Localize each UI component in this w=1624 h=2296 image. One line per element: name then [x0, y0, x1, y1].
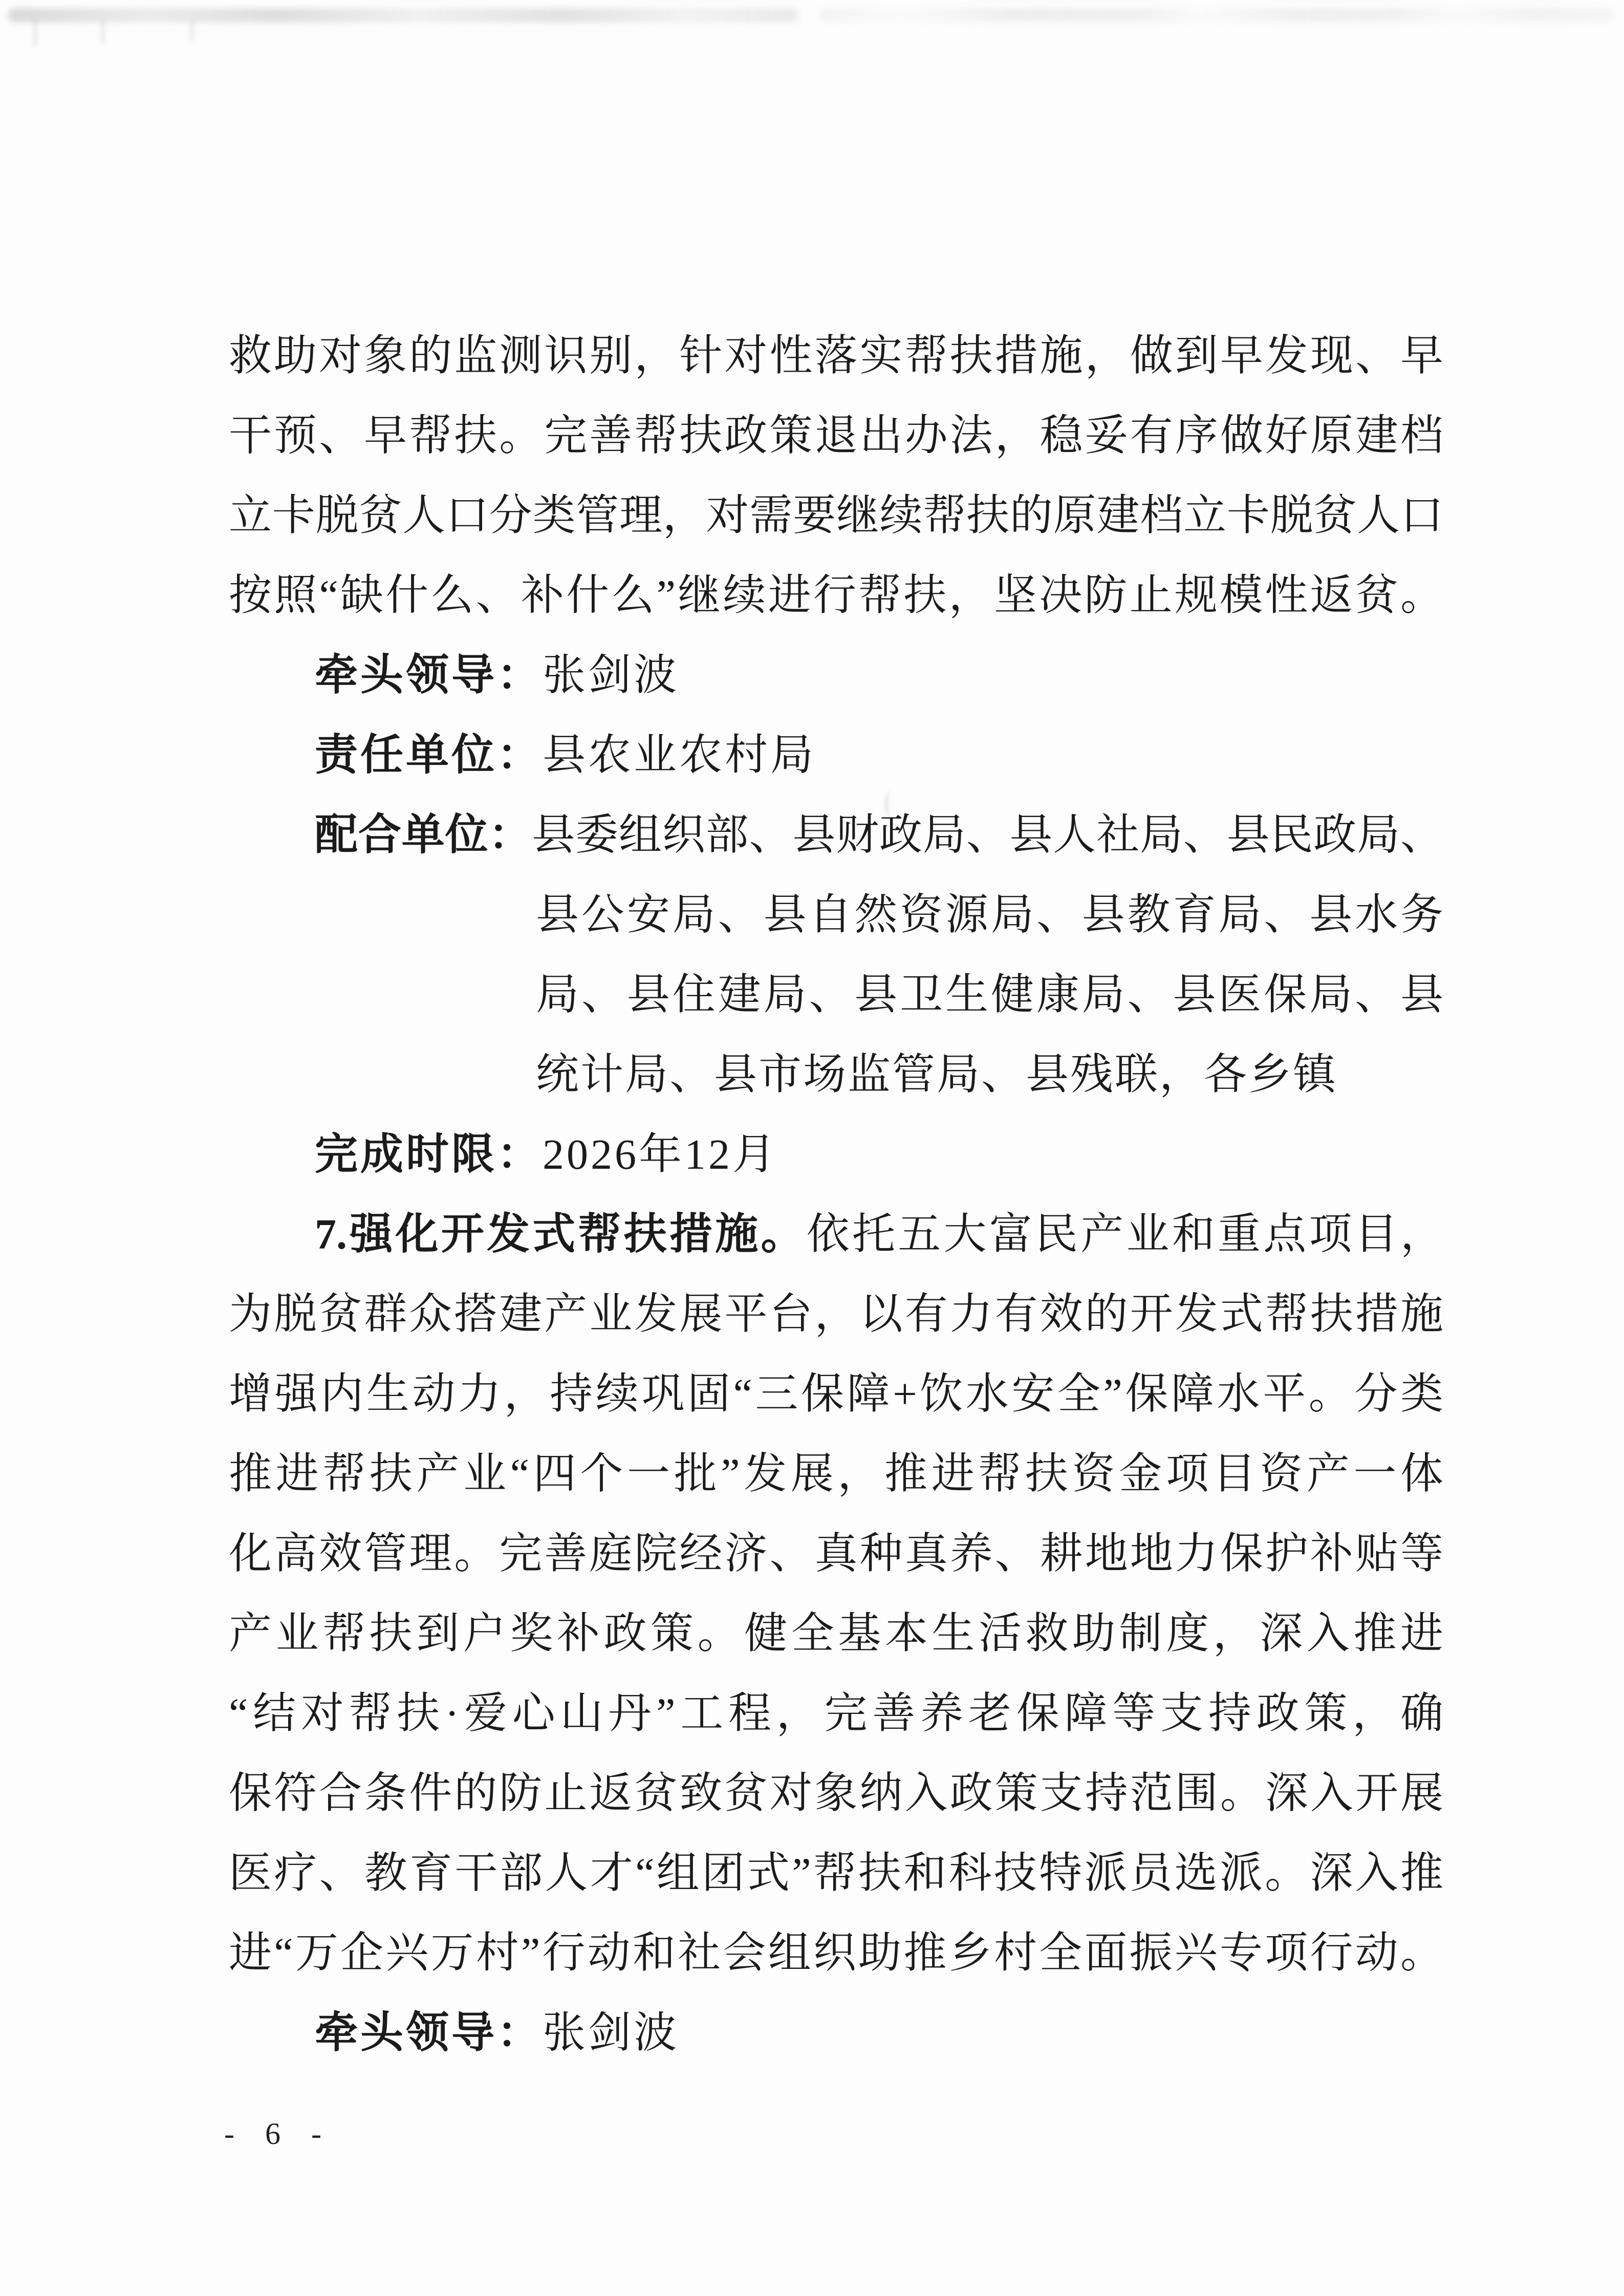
text-line — [229, 396, 1443, 476]
text-run: 2026年12月 — [543, 1131, 778, 1178]
text-run: 增强内生动力，持续巩固“三保障+饮水安全”保障水平。分类 — [229, 1370, 1443, 1418]
page-number-dash: - — [224, 2117, 234, 2151]
text-run: 张剑波 — [543, 2009, 680, 2057]
text-run: 产业帮扶到户奖补政策。健全基本生活救助制度，深入推进 — [229, 1610, 1443, 1658]
field-label: 牵头领导： — [315, 652, 543, 699]
text-line — [229, 1754, 1443, 1834]
text-run: 立卡脱贫人口分类管理，对需要继续帮扶的原建档立卡脱贫人口 — [229, 492, 1443, 540]
text-line — [229, 316, 1443, 396]
text-line — [229, 556, 1443, 636]
text-line — [536, 875, 1443, 955]
text-line — [229, 1594, 1443, 1674]
field-label: 完成时限： — [315, 1131, 543, 1178]
scan-artifact — [819, 8, 1615, 22]
field-label: 牵头领导： — [315, 2009, 543, 2057]
text-line — [229, 1834, 1443, 1914]
text-run: 救助对象的监测识别，针对性落实帮扶措施，做到早发现、早 — [229, 332, 1443, 380]
field-label: 责任单位： — [315, 732, 543, 779]
text-run: 统计局、县市场监管局、县残联，各乡镇 — [536, 1051, 1338, 1099]
text-run: “结对帮扶·爱心山丹”工程，完善养老保障等支持政策，确 — [229, 1690, 1443, 1737]
text-run: 县委组织部、县财政局、县人社局、县民政局、 — [532, 811, 1443, 859]
scan-artifact — [8, 8, 798, 23]
text-run: 干预、早帮扶。完善帮扶政策退出办法，稳妥有序做好原建档 — [229, 412, 1443, 460]
text-run: 保符合条件的防止返贫致贫对象纳入政策支持范围。深入开展 — [229, 1770, 1443, 1817]
text-line — [315, 1115, 778, 1195]
scan-artifact — [189, 22, 194, 41]
scan-artifact — [100, 20, 105, 43]
field-label: 7.强化开发式帮扶措施。 — [315, 1211, 807, 1258]
text-run: 局、县住建局、县卫生健康局、县医保局、县 — [536, 971, 1443, 1019]
text-run: 进“万企兴万村”行动和社会组织助推乡村全面振兴专项行动。 — [229, 1929, 1443, 1977]
page-number-dash: - — [311, 2117, 321, 2151]
text-run: 县公安局、县自然资源局、县教育局、县水务 — [536, 891, 1443, 939]
text-line — [229, 476, 1443, 556]
text-line — [229, 1434, 1443, 1514]
field-label: 配合单位： — [315, 811, 532, 859]
text-line — [536, 955, 1443, 1035]
text-line — [315, 796, 1443, 875]
text-run: 按照“缺什么、补什么”继续进行帮扶，坚决防止规模性返贫。 — [229, 572, 1443, 619]
text-line — [229, 1275, 1443, 1355]
text-line — [536, 1035, 1337, 1115]
text-line — [229, 1355, 1443, 1434]
scan-artifact — [33, 19, 38, 46]
text-line — [315, 716, 816, 796]
text-run: 推进帮扶产业“四个一批”发展，推进帮扶资金项目资产一体 — [229, 1450, 1443, 1498]
text-run: 医疗、教育干部人才“组团式”帮扶和科技特派员选派。深入推 — [229, 1850, 1443, 1897]
text-line — [315, 1993, 679, 2073]
text-line — [315, 1195, 1443, 1275]
text-line — [229, 1914, 1443, 1993]
text-run: 化高效管理。完善庭院经济、真种真养、耕地地力保护补贴等 — [229, 1530, 1443, 1578]
text-run: 县农业农村局 — [543, 732, 816, 779]
page-number-value: 6 — [265, 2117, 280, 2151]
text-line — [229, 1514, 1443, 1594]
text-run: 张剑波 — [543, 652, 680, 699]
text-line — [229, 1674, 1443, 1754]
text-run: 依托五大富民产业和重点项目， — [806, 1211, 1443, 1258]
page-number — [224, 2108, 321, 2159]
text-run: 为脱贫群众搭建产业发展平台，以有力有效的开发式帮扶措施 — [229, 1291, 1443, 1338]
text-line — [315, 636, 679, 716]
